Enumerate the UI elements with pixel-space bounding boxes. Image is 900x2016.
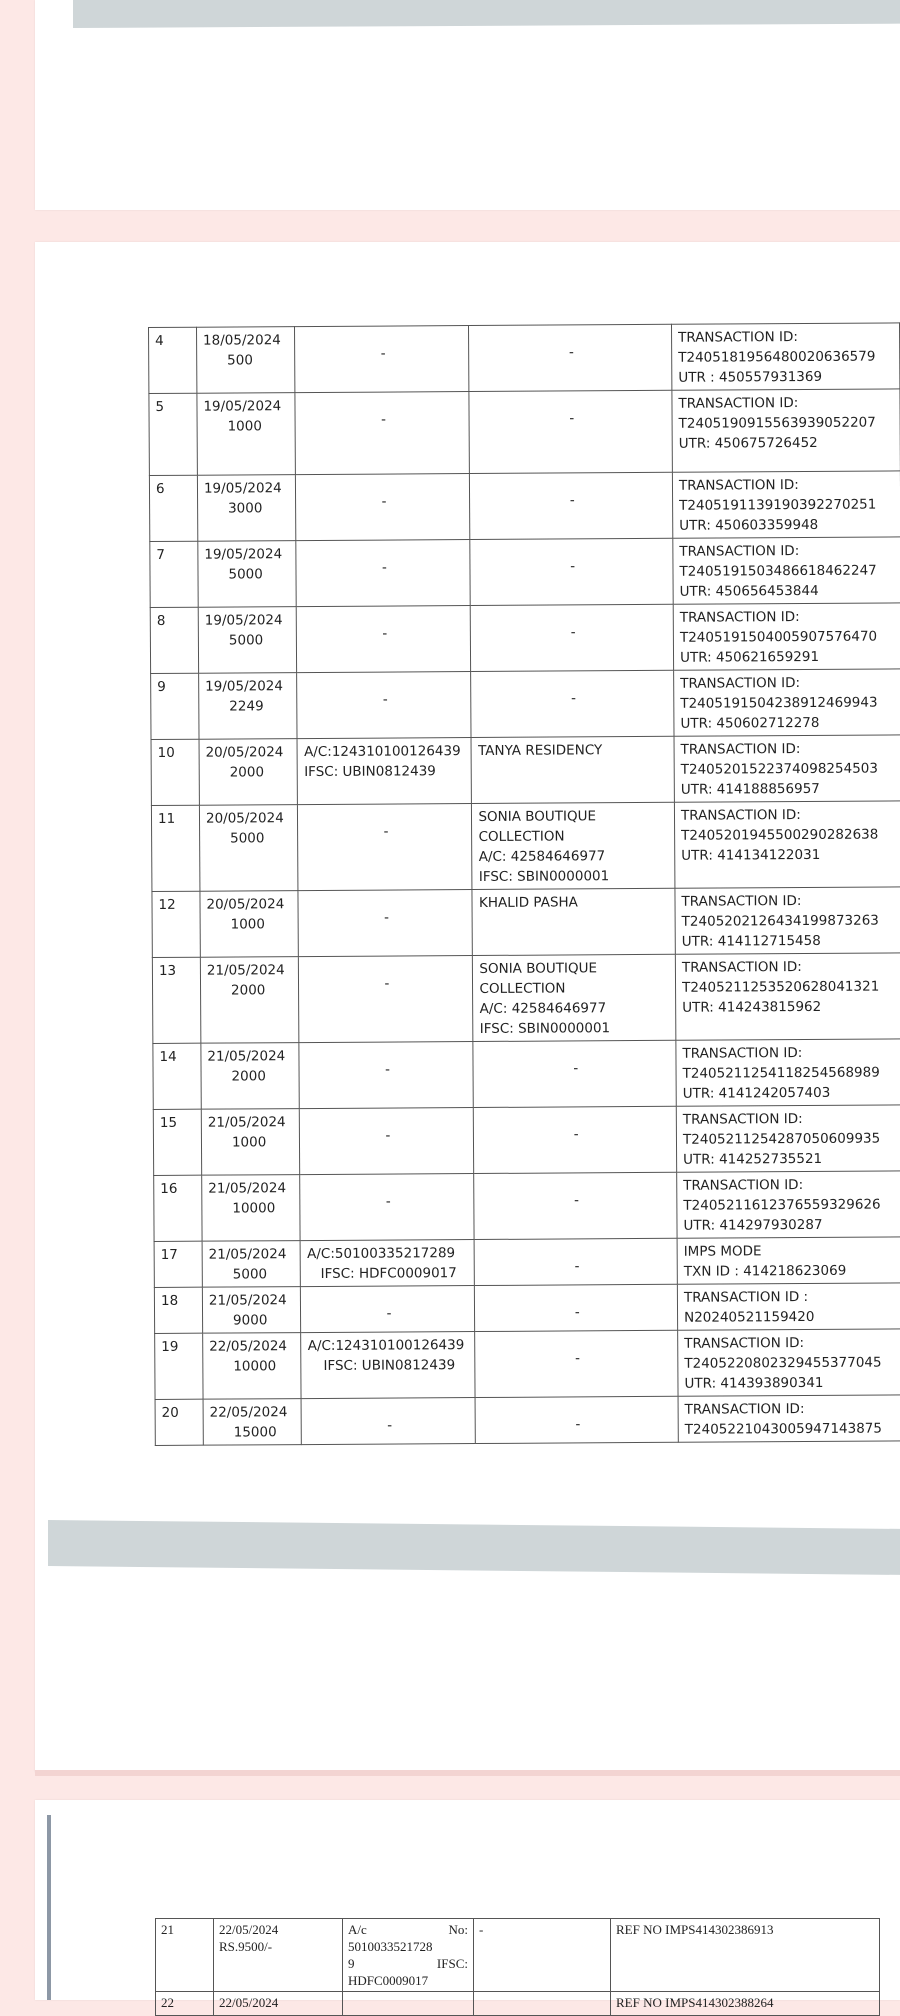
amount: 2000 [231, 1068, 266, 1085]
account-line: A/C:124310100126439 [307, 1337, 465, 1355]
dash-placeholder: - [383, 823, 389, 840]
transaction-line: TRANSACTION ID: [683, 1177, 804, 1194]
dash-placeholder: - [382, 625, 388, 642]
date: 20/05/2024 [206, 896, 285, 913]
beneficiary-line: SONIA BOUTIQUE [478, 808, 597, 825]
beneficiary-cell [471, 604, 674, 671]
amount: 500 [227, 352, 253, 369]
transaction-line: UTR: 450621659291 [679, 648, 820, 666]
beneficiary-line: IFSC: SBIN0000001 [479, 1020, 611, 1037]
date: 19/05/2024 [203, 398, 282, 415]
beneficiary-line: IFSC: SBIN0000001 [478, 868, 610, 885]
page-edge [35, 1770, 900, 1776]
beneficiary-cell [473, 1040, 676, 1107]
date-amount-cell [200, 957, 299, 1044]
account-cell [302, 1398, 476, 1445]
amount: RS.9500/- [219, 1939, 273, 1954]
amount: 2000 [230, 982, 266, 999]
date: 19/05/2024 [204, 546, 283, 563]
date: 20/05/2024 [205, 810, 284, 827]
transaction-line: TRANSACTION ID: [678, 329, 798, 346]
transaction-line: TRANSACTION ID: [680, 741, 801, 758]
date: 19/05/2024 [205, 678, 284, 695]
table-row [150, 537, 900, 608]
beneficiary-cell [475, 1238, 678, 1285]
amount: 5000 [228, 632, 264, 649]
transaction-line: T2405211612376559329626 [683, 1196, 881, 1214]
dash-placeholder: - [569, 492, 575, 509]
transaction-line: T2405211254287050609935 [682, 1130, 881, 1148]
beneficiary-line: TANYA RESIDENCY [478, 742, 603, 759]
transaction-line: TRANSACTION ID: [684, 1401, 805, 1418]
transaction-line: T2405201945500290282638 [681, 826, 879, 844]
transaction-line: UTR : 450557931369 [678, 368, 823, 386]
transaction-cell [672, 323, 900, 390]
dash-placeholder: - [385, 1061, 390, 1078]
table-row [152, 887, 900, 958]
transaction-cell [677, 1283, 900, 1330]
transaction-line: UTR: 414393890341 [684, 1374, 824, 1392]
transaction-line: UTR: 4141242057403 [682, 1084, 831, 1102]
account-line: IFSC: HDFC0009017 [320, 1265, 457, 1282]
serial-number: 4 [149, 327, 197, 393]
transaction-line: T2405211254118254568989 [682, 1064, 880, 1082]
date-amount-cell [199, 805, 298, 892]
account-cell [300, 1108, 474, 1175]
serial-number: 11 [151, 805, 199, 891]
beneficiary-cell [469, 324, 672, 391]
transaction-line: T2405221043005947143875 [684, 1420, 883, 1438]
dash-placeholder: - [381, 411, 387, 428]
transaction-line: UTR: 414188856957 [680, 780, 820, 798]
table-row [154, 1171, 900, 1242]
dash-placeholder: - [380, 345, 386, 362]
date: 21/05/2024 [208, 1246, 287, 1263]
serial-number: 9 [151, 673, 199, 739]
dash-placeholder: - [573, 1126, 579, 1143]
transaction-cell [674, 735, 900, 802]
transaction-line: UTR: 414297930287 [683, 1216, 823, 1234]
date-amount-cell [198, 607, 297, 674]
account-line: IFSC: UBIN0812439 [304, 763, 436, 781]
date-amount-cell [197, 475, 296, 542]
transaction-line: TRANSACTION ID: [678, 477, 799, 494]
transaction-line: TRANSACTION ID: [679, 543, 800, 560]
account-cell [297, 606, 471, 673]
dash-placeholder: - [381, 493, 387, 510]
table-row [151, 801, 900, 892]
account-cell [296, 474, 470, 541]
date: 21/05/2024 [208, 1292, 287, 1309]
dash-placeholder: - [574, 1258, 580, 1275]
account-cell [299, 1042, 473, 1109]
transaction-line: T2405202126434199873263 [681, 912, 879, 930]
serial-number: 12 [152, 891, 200, 957]
table-row [153, 1105, 900, 1176]
serial-number: 8 [150, 607, 198, 673]
scan-shadow-top [73, 0, 900, 28]
scan-margin-line [47, 1815, 51, 2000]
beneficiary-cell [472, 802, 675, 889]
serial-number: 6 [149, 475, 197, 541]
date-amount-cell [200, 891, 299, 958]
ifsc-label: IFSC: [436, 1956, 468, 1971]
serial-number: 18 [154, 1287, 202, 1333]
reference-cell: REF NO IMPS414302386913 [611, 1919, 880, 1992]
serial-number: 16 [154, 1175, 202, 1241]
transaction-cell [672, 471, 900, 538]
beneficiary-cell [474, 1172, 677, 1239]
beneficiary-cell [475, 1330, 678, 1397]
table-row [155, 1329, 900, 1400]
account-cell [300, 1174, 474, 1241]
transaction-line: TRANSACTION ID: [684, 1335, 805, 1352]
account-cell [301, 1332, 475, 1399]
transaction-line: TRANSACTION ID: [681, 959, 802, 976]
transaction-cell [678, 1395, 900, 1442]
account-cell [295, 326, 469, 393]
transaction-line: T2405201522374098254503 [680, 760, 878, 778]
transaction-cell [672, 389, 900, 472]
transaction-line: T2405191504238912469943 [680, 694, 878, 712]
beneficiary-cell [471, 736, 674, 803]
transaction-line: T2405191504005907576470 [679, 628, 878, 646]
dash-placeholder: - [573, 1060, 579, 1077]
amount: 1000 [231, 1134, 267, 1151]
beneficiary-cell [474, 1106, 677, 1173]
reference-cell: REF NO IMPS414302388264 [611, 1992, 880, 2016]
date-amount-cell [201, 1043, 300, 1110]
dash-placeholder: - [387, 1417, 393, 1434]
serial-number: 10 [151, 739, 199, 805]
serial-number: 15 [153, 1109, 201, 1175]
account-cell [343, 1992, 474, 2016]
account-no-label: No: [448, 1922, 468, 1937]
amount: 15000 [233, 1424, 277, 1441]
account-cell [298, 890, 472, 957]
date: 20/05/2024 [205, 744, 284, 761]
account-line: A/C:50100335217289 [307, 1245, 456, 1263]
amount: 10000 [232, 1200, 276, 1217]
beneficiary-cell [470, 472, 673, 539]
table-row [154, 1237, 900, 1288]
transaction-line: TXN ID : 414218623069 [683, 1262, 847, 1280]
serial-number: 22 [156, 1992, 214, 2016]
dash-placeholder: - [386, 1305, 392, 1322]
amount: 5000 [228, 566, 263, 583]
transaction-line: UTR: 450656453844 [679, 582, 819, 600]
dash-placeholder: - [568, 344, 574, 361]
date-amount-cell [202, 1241, 301, 1288]
serial-number: 17 [154, 1241, 202, 1287]
date-amount-cell [199, 739, 298, 806]
date-amount-cell [201, 1109, 300, 1176]
dash-placeholder: - [574, 1192, 580, 1209]
serial-number: 20 [155, 1399, 203, 1445]
transaction-cell [674, 669, 900, 736]
dash-placeholder: - [575, 1350, 581, 1367]
dash-placeholder: - [574, 1304, 580, 1321]
account-cell [296, 540, 470, 607]
transaction-line: UTR: 450603359948 [679, 516, 819, 534]
table-row [149, 471, 900, 542]
date-amount-cell [197, 393, 296, 476]
table-row [150, 603, 900, 674]
date: 21/05/2024 [207, 1048, 286, 1065]
beneficiary-cell [472, 888, 675, 955]
date: 22/05/2024 [219, 1922, 279, 1937]
date-amount-cell [202, 1175, 301, 1242]
serial-number: 19 [155, 1333, 203, 1399]
ifsc-code: HDFC0009017 [348, 1973, 429, 1988]
account-cell [297, 672, 471, 739]
amount: 1000 [230, 916, 266, 933]
account-cell [301, 1240, 475, 1287]
date-amount-cell [198, 541, 297, 608]
transaction-cell [674, 801, 900, 888]
account-line: IFSC: UBIN0812439 [323, 1357, 456, 1374]
date: 19/05/2024 [204, 612, 283, 629]
date: 18/05/2024 [202, 332, 281, 349]
transaction-cell [676, 1105, 900, 1172]
transaction-cell [678, 1329, 900, 1396]
account-cell [301, 1286, 475, 1333]
transaction-line: T2405220802329455377045 [684, 1354, 882, 1372]
transaction-line: UTR: 450602712278 [680, 714, 820, 732]
transaction-line: UTR: 414134122031 [681, 846, 821, 864]
transaction-cell [675, 887, 900, 954]
transaction-line: IMPS MODE [683, 1243, 762, 1260]
transaction-line: T2405191503486618462247 [679, 562, 877, 580]
table-row [152, 953, 900, 1044]
transaction-line: TRANSACTION ID: [682, 1045, 803, 1062]
transaction-line: UTR: 414112715458 [681, 932, 821, 950]
transaction-cell [677, 1237, 900, 1284]
beneficiary-cell [475, 1396, 678, 1443]
serial-number: 21 [156, 1919, 214, 1992]
transaction-line: TRANSACTION ID: [680, 807, 801, 824]
dash-placeholder: - [382, 691, 388, 708]
account-cell [297, 738, 471, 805]
transaction-cell [673, 603, 900, 670]
date: 22/05/2024 [209, 1404, 288, 1421]
transactions-table [148, 322, 900, 1446]
dash-placeholder: - [569, 410, 575, 427]
date: 21/05/2024 [207, 1114, 286, 1131]
previous-page [35, 0, 900, 210]
transaction-line: T2405211253520628041321 [682, 978, 880, 996]
amount: 10000 [233, 1358, 277, 1375]
beneficiary-cell [470, 538, 673, 605]
transaction-line: TRANSACTION ID: [682, 1111, 803, 1128]
beneficiary-line: COLLECTION [478, 828, 565, 845]
dash-placeholder: - [384, 909, 390, 926]
date: 22/05/2024 [214, 1992, 343, 2016]
amount: 5000 [230, 830, 265, 847]
beneficiary-line: A/C: 42584646977 [478, 848, 606, 865]
dash-placeholder: - [381, 559, 387, 576]
date-amount-cell [203, 1333, 302, 1400]
transaction-line: T2405190915563939052207 [678, 414, 876, 432]
transaction-cell [676, 1039, 900, 1106]
transaction-line: N20240521159420 [684, 1308, 815, 1326]
table-row [154, 1283, 900, 1334]
transaction-cell [673, 537, 900, 604]
serial-number: 7 [150, 541, 198, 607]
transaction-line: TRANSACTION ID: [680, 675, 801, 692]
dash-placeholder: - [385, 1193, 391, 1210]
beneficiary-line: KHALID PASHA [478, 894, 578, 911]
beneficiary-cell [473, 954, 676, 1041]
table-row [156, 1919, 880, 1992]
table-row [153, 1039, 900, 1110]
dash-placeholder: - [575, 1416, 581, 1433]
date-amount-cell [202, 1287, 301, 1334]
dash-placeholder: - [570, 558, 576, 575]
transaction-line: T2405181956480020636579 [678, 348, 876, 366]
beneficiary-cell [474, 1992, 611, 2016]
table-row [155, 1395, 900, 1446]
account-cell [343, 1919, 474, 1992]
date: 21/05/2024 [206, 962, 285, 979]
table-row [156, 1992, 880, 2016]
beneficiary-line: A/C: 42584646977 [479, 1000, 607, 1017]
transaction-line: TRANSACTION ID: [681, 893, 802, 910]
transaction-line: TRANSACTION ID: [679, 609, 800, 626]
transaction-cell [675, 953, 900, 1040]
amount: 2000 [229, 764, 265, 781]
account-cell [298, 804, 473, 891]
dash-placeholder: - [384, 975, 390, 992]
account-number-tail: 9 [348, 1956, 355, 1971]
account-line: A/C:124310100126439 [304, 743, 461, 761]
table-row [149, 323, 900, 394]
account-number: 5010033521728 [348, 1939, 433, 1954]
date: 19/05/2024 [203, 480, 282, 497]
table-row [151, 669, 900, 740]
date-amount-cell [196, 327, 295, 394]
date: 22/05/2024 [209, 1338, 288, 1355]
transaction-line: T2405191139190392270251 [679, 496, 877, 514]
next-page-table [155, 1918, 880, 2016]
beneficiary-line: SONIA BOUTIQUE [479, 960, 598, 977]
dash-placeholder: - [571, 690, 576, 707]
transaction-cell [677, 1171, 900, 1238]
serial-number: 5 [149, 393, 197, 475]
amount: 2249 [229, 698, 264, 715]
beneficiary-line: COLLECTION [479, 980, 566, 997]
date: 21/05/2024 [208, 1180, 287, 1197]
account-cell [295, 392, 469, 475]
serial-number: 13 [152, 957, 200, 1043]
account-label: A/c [348, 1922, 367, 1937]
transaction-line: UTR: 414252735521 [683, 1150, 823, 1168]
amount: 9000 [232, 1312, 268, 1329]
beneficiary-cell: - [474, 1919, 611, 1992]
beneficiary-cell [469, 390, 672, 473]
transaction-line: UTR: 450675726452 [678, 434, 818, 452]
date-amount-cell [203, 1399, 302, 1446]
dash-placeholder: - [385, 1127, 391, 1144]
date-amount-cell [199, 673, 298, 740]
serial-number: 14 [153, 1043, 201, 1109]
table-row [149, 389, 900, 476]
dash-placeholder: - [570, 624, 576, 641]
account-cell [299, 956, 474, 1043]
scan-shadow-bottom [48, 1520, 900, 1575]
table-row [151, 735, 900, 806]
date-amount-cell [214, 1919, 343, 1992]
amount: 1000 [227, 418, 262, 435]
transaction-line: UTR: 414243815962 [682, 998, 822, 1016]
amount: 3000 [228, 500, 263, 517]
transaction-line: TRANSACTION ID: [678, 395, 799, 412]
beneficiary-cell [475, 1284, 678, 1331]
beneficiary-cell [471, 670, 674, 737]
amount: 5000 [232, 1266, 268, 1283]
transaction-line: TRANSACTION ID : [683, 1288, 809, 1306]
